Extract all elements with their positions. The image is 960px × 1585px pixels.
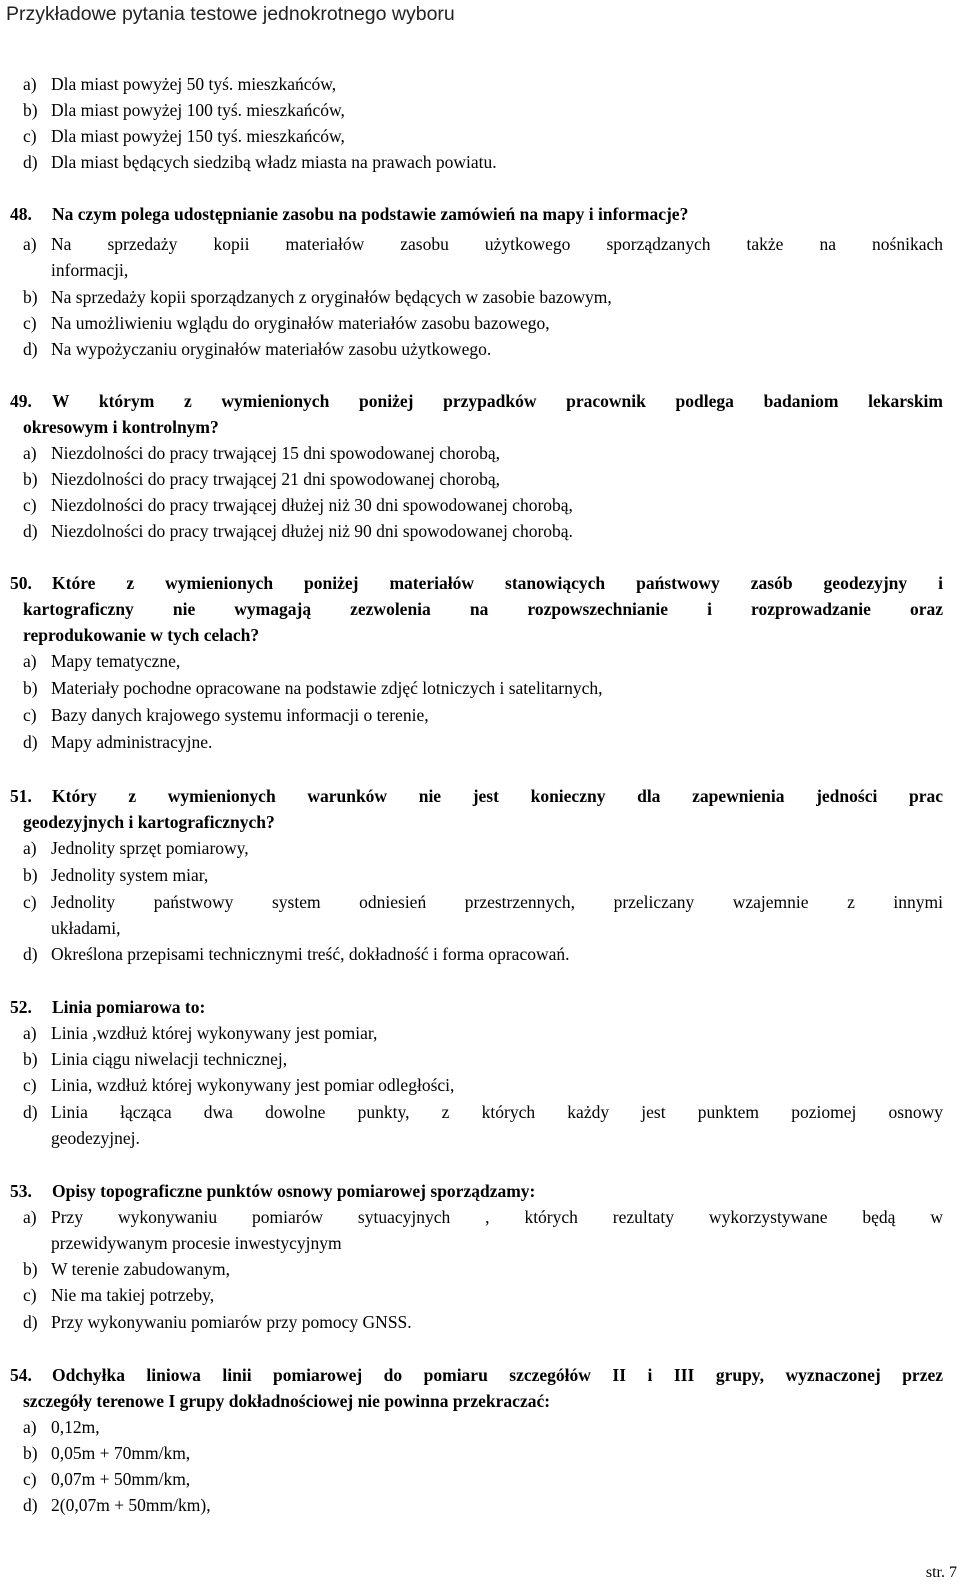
question-52: 52. Linia pomiarowa to: bbox=[10, 997, 206, 1017]
option-52-a: a) Linia ,wzdłuż której wykonywany jest pomiar, bbox=[23, 1023, 378, 1043]
option-51-c: c) Jednolity państwowy system odniesień przestrzennych, przeliczany wzajemnie z innymi bbox=[23, 892, 943, 912]
page-header: Przykładowe pytania testowe jednokrotnego wyboru bbox=[6, 3, 455, 25]
option-54-b: b) 0,05m + 70mm/km, bbox=[23, 1443, 191, 1463]
question-51: 51. Który z wymienionych warunków nie jest konieczny dla zapewnienia jedności prac bbox=[10, 786, 943, 806]
option-49-d: d) Niezdolności do pracy trwającej dłużej niż 90 dni spowodowanej chorobą. bbox=[23, 521, 573, 541]
option-48-c: c) Na umożliwieniu wglądu do oryginałów materiałów zasobu bazowego, bbox=[23, 313, 550, 333]
option-48-d: d) Na wypożyczaniu oryginałów materiałów zasobu użytkowego. bbox=[23, 339, 492, 359]
option-52-d-cont: geodezyjnej. bbox=[51, 1128, 140, 1148]
option-51-d: d) Określona przepisami technicznymi treść, dokładność i forma opracowań. bbox=[23, 944, 570, 964]
option-54-a: a) 0,12m, bbox=[23, 1417, 100, 1437]
option-51-c-cont: układami, bbox=[51, 918, 121, 938]
option-48-a: a) Na sprzedaży kopii materiałów zasobu użytkowego sporządzanych także na nośnikach bbox=[23, 234, 943, 254]
option-53-c: c) Nie ma takiej potrzeby, bbox=[23, 1285, 215, 1305]
option-54-d: d) 2(0,07m + 50mm/km), bbox=[23, 1495, 211, 1515]
question-49-cont: okresowym i kontrolnym? bbox=[23, 417, 219, 437]
question-49: 49. W którym z wymienionych poniżej przypadków pracownik podlega badaniom lekarskim bbox=[10, 391, 943, 411]
page-number: str. 7 bbox=[925, 1564, 957, 1581]
option-47-c: c) Dla miast powyżej 150 tyś. mieszkańców, bbox=[23, 126, 345, 146]
question-50: 50. Które z wymienionych poniżej materiałów stanowiących państwowy zasób geodezyjny i bbox=[10, 573, 943, 593]
question-48: 48. Na czym polega udostępnianie zasobu na podstawie zamówień na mapy i informacje? bbox=[10, 204, 689, 224]
option-52-b: b) Linia ciągu niwelacji technicznej, bbox=[23, 1049, 288, 1069]
option-53-d: d) Przy wykonywaniu pomiarów przy pomocy GNSS. bbox=[23, 1312, 412, 1332]
option-47-d: d) Dla miast będących siedzibą władz miasta na prawach powiatu. bbox=[23, 152, 497, 172]
option-47-a: a) Dla miast powyżej 50 tyś. mieszkańców, bbox=[23, 74, 337, 94]
option-50-d: d) Mapy administracyjne. bbox=[23, 732, 213, 752]
question-50-cont-2: reprodukowanie w tych celach? bbox=[23, 625, 260, 645]
question-51-cont: geodezyjnych i kartograficznych? bbox=[23, 812, 275, 832]
option-54-c: c) 0,07m + 50mm/km, bbox=[23, 1469, 191, 1489]
option-49-b: b) Niezdolności do pracy trwającej 21 dni spowodowanej chorobą, bbox=[23, 469, 501, 489]
option-52-d: d) Linia łącząca dwa dowolne punkty, z których każdy jest punktem poziomej osnowy bbox=[23, 1102, 943, 1122]
option-51-b: b) Jednolity system miar, bbox=[23, 865, 209, 885]
option-50-b: b) Materiały pochodne opracowane na podstawie zdjęć lotniczych i satelitarnych, bbox=[23, 678, 603, 698]
option-48-b: b) Na sprzedaży kopii sporządzanych z oryginałów będących w zasobie bazowym, bbox=[23, 287, 612, 307]
option-53-b: b) W terenie zabudowanym, bbox=[23, 1259, 230, 1279]
question-50-cont-1: kartograficzny nie wymagają zezwolenia na rozpowszechnianie i rozprowadzanie oraz bbox=[23, 599, 943, 619]
option-50-a: a) Mapy tematyczne, bbox=[23, 651, 181, 671]
option-53-a-cont: przewidywanym procesie inwestycyjnym bbox=[51, 1233, 342, 1253]
option-53-a: a) Przy wykonywaniu pomiarów sytuacyjnych , których rezultaty wykorzystywane będą w bbox=[23, 1207, 943, 1227]
question-53: 53. Opisy topograficzne punktów osnowy pomiarowej sporządzamy: bbox=[10, 1181, 536, 1201]
option-47-b: b) Dla miast powyżej 100 tyś. mieszkańców, bbox=[23, 100, 345, 120]
option-49-a: a) Niezdolności do pracy trwającej 15 dni spowodowanej chorobą, bbox=[23, 443, 501, 463]
option-51-a: a) Jednolity sprzęt pomiarowy, bbox=[23, 838, 249, 858]
option-52-c: c) Linia, wzdłuż której wykonywany jest pomiar odległości, bbox=[23, 1075, 455, 1095]
option-49-c: c) Niezdolności do pracy trwającej dłużej niż 30 dni spowodowanej chorobą, bbox=[23, 495, 573, 515]
question-54-cont: szczegóły terenowe I grupy dokładnościowej nie powinna przekraczać: bbox=[23, 1391, 551, 1411]
question-54: 54. Odchyłka liniowa linii pomiarowej do pomiaru szczegółów II i III grupy, wyznaczonej przez bbox=[10, 1365, 943, 1385]
option-50-c: c) Bazy danych krajowego systemu informacji o terenie, bbox=[23, 705, 429, 725]
option-48-a-cont: informacji, bbox=[51, 260, 129, 280]
